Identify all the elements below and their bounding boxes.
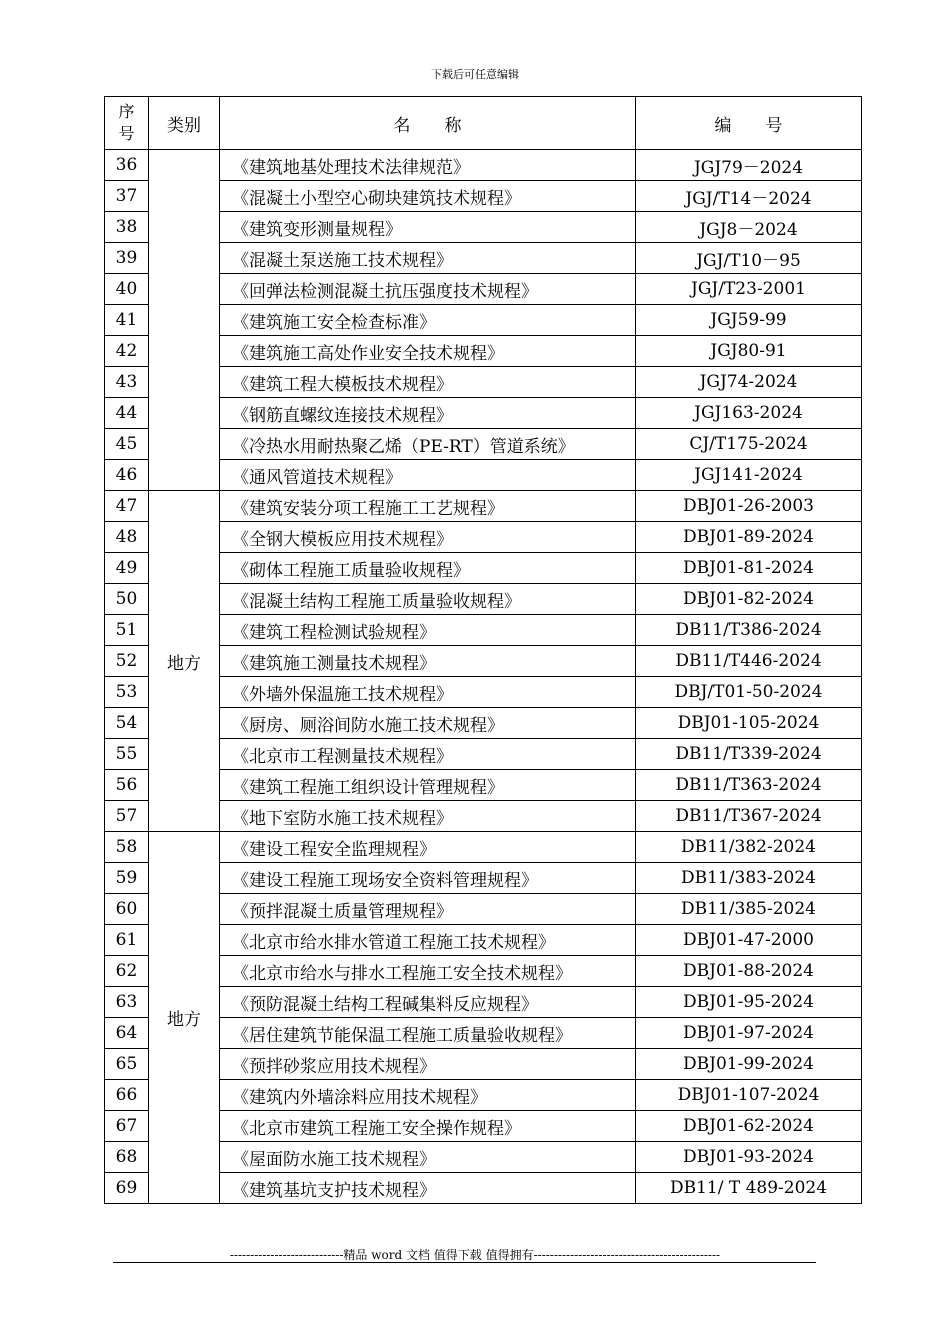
category-cell: 地方 [149,832,220,1204]
standard-name: 《混凝土结构工程施工质量验收规程》 [220,584,636,615]
row-number: 47 [105,491,149,522]
row-number: 62 [105,956,149,987]
row-number: 51 [105,615,149,646]
row-number: 36 [105,150,149,181]
standard-name: 《混凝土泵送施工技术规程》 [220,243,636,274]
standard-name: 《厨房、厕浴间防水施工技术规程》 [220,708,636,739]
standard-code: DB11/T363-2024 [636,770,862,801]
standard-name: 《建筑安装分项工程施工工艺规程》 [220,491,636,522]
standard-code: JGJ8－2024 [636,212,862,243]
seq-header-line1: 序 [118,102,135,121]
row-number: 58 [105,832,149,863]
row-number: 48 [105,522,149,553]
row-number: 53 [105,677,149,708]
standard-name: 《建筑变形测量规程》 [220,212,636,243]
footer-text: ----------------------------精品 word 文档 值得下载 值得拥有---------------------------------------------- [229,1248,721,1262]
standard-name: 《建筑内外墙涂料应用技术规程》 [220,1080,636,1111]
row-number: 64 [105,1018,149,1049]
standard-name: 《建设工程施工现场安全资料管理规程》 [220,863,636,894]
standard-name: 《砌体工程施工质量验收规程》 [220,553,636,584]
standard-code: JGJ79－2024 [636,150,862,181]
standard-code: JGJ/T10－95 [636,243,862,274]
footer-rule [113,1262,816,1263]
standard-name: 《预拌混凝土质量管理规程》 [220,894,636,925]
seq-header [105,97,149,150]
standard-name: 《全钢大模板应用技术规程》 [220,522,636,553]
standard-name: 《建设工程安全监理规程》 [220,832,636,863]
standard-code: DBJ01-93-2024 [636,1142,862,1173]
standard-code: DBJ01-89-2024 [636,522,862,553]
standard-code: DB11/T386-2024 [636,615,862,646]
standard-code: DBJ01-62-2024 [636,1111,862,1142]
table-body [105,150,862,1204]
table-row [105,832,862,863]
standard-code: DBJ01-107-2024 [636,1080,862,1111]
standard-name: 《通风管道技术规程》 [220,460,636,491]
standard-name: 《北京市建筑工程施工安全操作规程》 [220,1111,636,1142]
category-header: 类别 [149,97,220,150]
standard-name: 《外墙外保温施工技术规程》 [220,677,636,708]
row-number: 44 [105,398,149,429]
standard-name: 《建筑施工高处作业安全技术规程》 [220,336,636,367]
standard-name: 《建筑施工测量技术规程》 [220,646,636,677]
standard-name: 《钢筋直螺纹连接技术规程》 [220,398,636,429]
header-note: 下载后可任意编辑 [431,68,519,81]
standard-code: DBJ01-95-2024 [636,987,862,1018]
standard-code: DBJ01-81-2024 [636,553,862,584]
standard-code: DBJ01-105-2024 [636,708,862,739]
standards-table [104,96,862,1204]
standard-name: 《北京市给水与排水工程施工安全技术规程》 [220,956,636,987]
standard-code: DB11/T446-2024 [636,646,862,677]
standard-name: 《建筑施工安全检查标准》 [220,305,636,336]
standard-code: CJ/T175-2024 [636,429,862,460]
standard-code: DBJ01-97-2024 [636,1018,862,1049]
row-number: 41 [105,305,149,336]
standard-name: 《冷热水用耐热聚乙烯（PE-RT）管道系统》 [220,429,636,460]
standard-name: 《地下室防水施工技术规程》 [220,801,636,832]
standard-name: 《建筑基坑支护技术规程》 [220,1173,636,1204]
standard-code: DBJ01-26-2003 [636,491,862,522]
row-number: 61 [105,925,149,956]
row-number: 66 [105,1080,149,1111]
row-number: 54 [105,708,149,739]
standard-name: 《建筑工程检测试验规程》 [220,615,636,646]
standard-code: DBJ01-99-2024 [636,1049,862,1080]
standard-name: 《居住建筑节能保温工程施工质量验收规程》 [220,1018,636,1049]
row-number: 67 [105,1111,149,1142]
standard-code: DB11/ T 489-2024 [636,1173,862,1204]
standard-name: 《预防混凝土结构工程碱集料反应规程》 [220,987,636,1018]
row-number: 65 [105,1049,149,1080]
row-number: 50 [105,584,149,615]
category-cell [149,150,220,491]
row-number: 43 [105,367,149,398]
row-number: 63 [105,987,149,1018]
seq-header-line2: 号 [118,124,135,143]
category-cell: 地方 [149,491,220,832]
row-number: 45 [105,429,149,460]
standard-name: 《建筑工程大模板技术规程》 [220,367,636,398]
standard-code: DB11/T367-2024 [636,801,862,832]
standard-code: JGJ141-2024 [636,460,862,491]
standard-code: JGJ74-2024 [636,367,862,398]
standard-code: JGJ/T23-2001 [636,274,862,305]
row-number: 57 [105,801,149,832]
row-number: 40 [105,274,149,305]
row-number: 59 [105,863,149,894]
standard-code: DB11/383-2024 [636,863,862,894]
standard-code: JGJ59-99 [636,305,862,336]
code-header: 编 号 [636,97,862,150]
standard-code: JGJ80-91 [636,336,862,367]
standard-name: 《北京市给水排水管道工程施工技术规程》 [220,925,636,956]
standard-code: DBJ01-88-2024 [636,956,862,987]
standard-code: JGJ/T14－2024 [636,181,862,212]
standard-name: 《屋面防水施工技术规程》 [220,1142,636,1173]
standard-name: 《建筑工程施工组织设计管理规程》 [220,770,636,801]
row-number: 39 [105,243,149,274]
standard-name: 《回弹法检测混凝土抗压强度技术规程》 [220,274,636,305]
row-number: 37 [105,181,149,212]
row-number: 55 [105,739,149,770]
name-header: 名 称 [220,97,636,150]
row-number: 49 [105,553,149,584]
table-row [105,491,862,522]
standard-code: DBJ01-47-2000 [636,925,862,956]
row-number: 42 [105,336,149,367]
standard-name: 《北京市工程测量技术规程》 [220,739,636,770]
standard-code: DB11/T339-2024 [636,739,862,770]
row-number: 38 [105,212,149,243]
standard-code: DB11/382-2024 [636,832,862,863]
standard-name: 《混凝土小型空心砌块建筑技术规程》 [220,181,636,212]
table-header-row [105,97,862,150]
row-number: 68 [105,1142,149,1173]
row-number: 60 [105,894,149,925]
standard-code: DB11/385-2024 [636,894,862,925]
standard-code: DBJ/T01-50-2024 [636,677,862,708]
row-number: 46 [105,460,149,491]
standard-code: JGJ163-2024 [636,398,862,429]
standard-name: 《建筑地基处理技术法律规范》 [220,150,636,181]
row-number: 52 [105,646,149,677]
table-row [105,150,862,181]
standard-name: 《预拌砂浆应用技术规程》 [220,1049,636,1080]
row-number: 69 [105,1173,149,1204]
row-number: 56 [105,770,149,801]
standard-code: DBJ01-82-2024 [636,584,862,615]
